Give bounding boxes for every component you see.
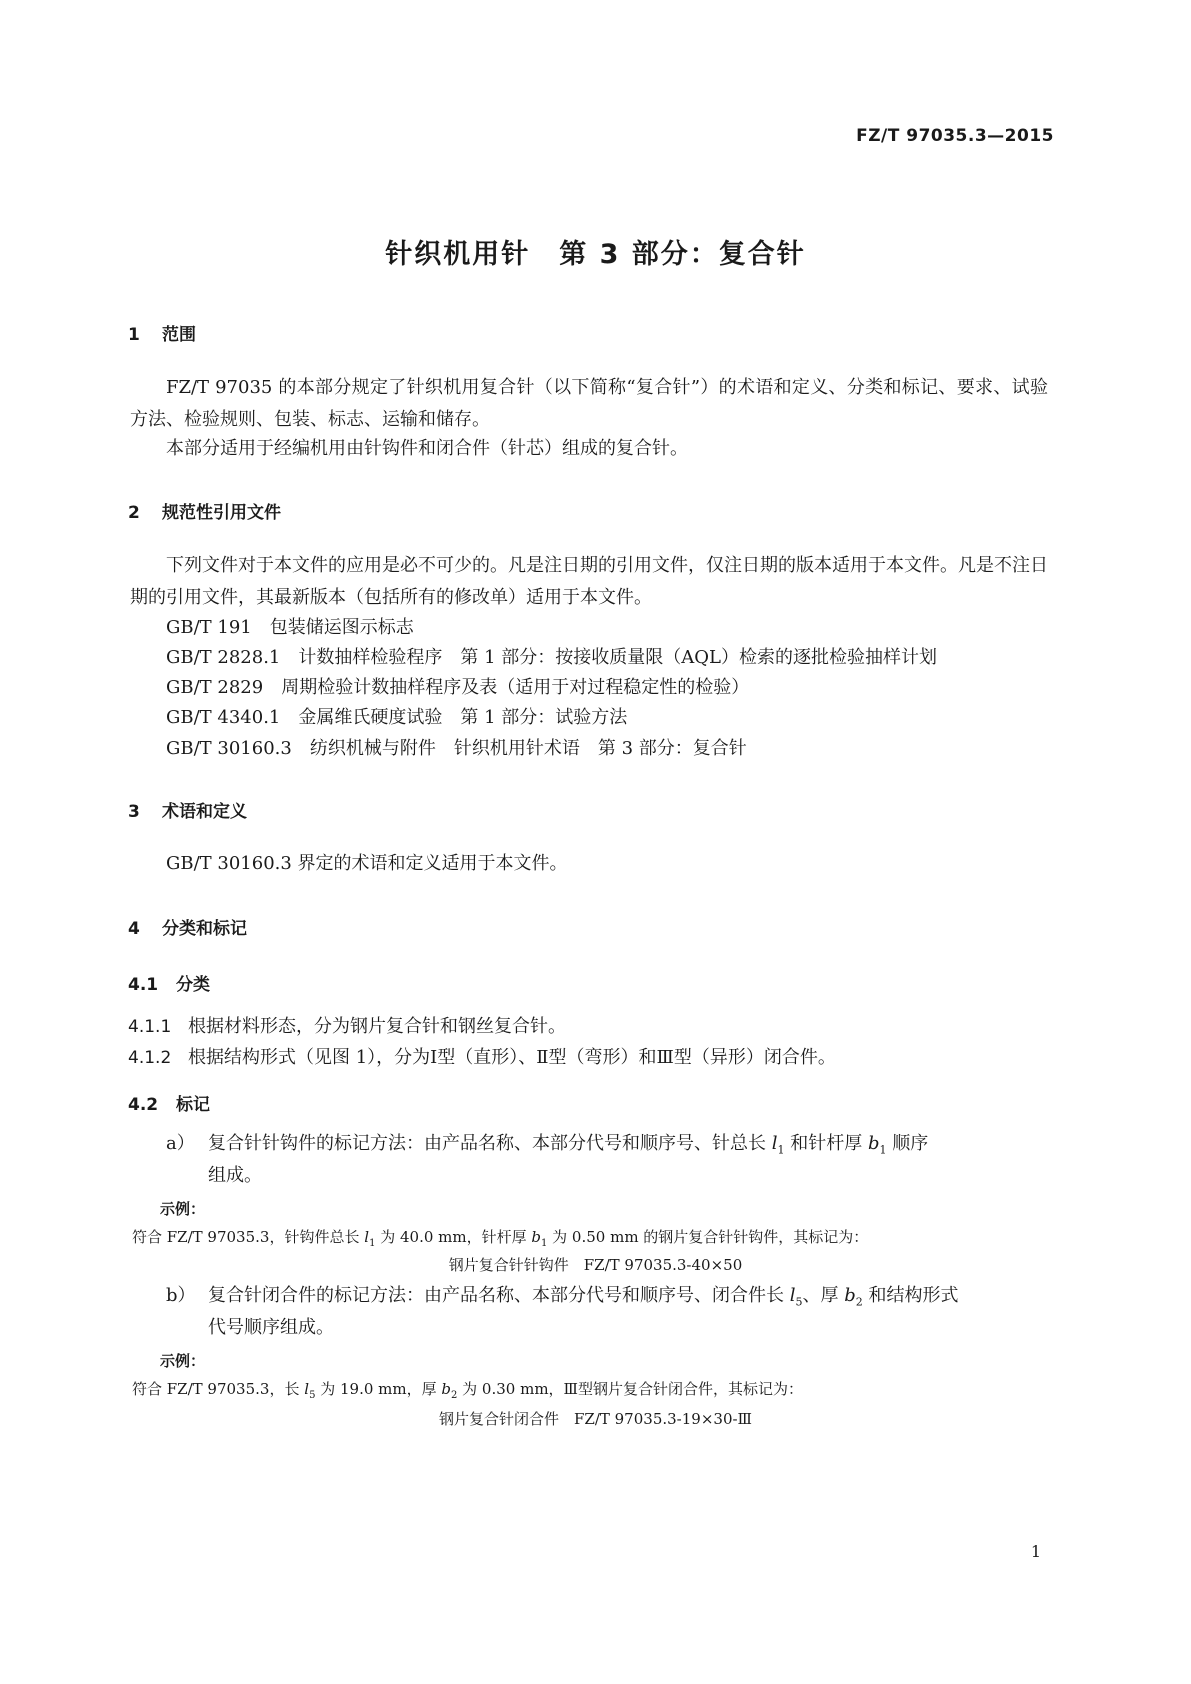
subscript: 5 bbox=[309, 1390, 316, 1401]
reference-code: GB/T 2828.1 bbox=[166, 647, 281, 668]
subsection-number: 4.2 bbox=[128, 1095, 159, 1115]
subsection-title: 标记 bbox=[176, 1095, 210, 1115]
subscript: 5 bbox=[795, 1295, 803, 1309]
clause-4-1-1 bbox=[128, 1011, 566, 1043]
subscript: 1 bbox=[541, 1238, 548, 1249]
clause-number: 4.1.1 bbox=[128, 1017, 172, 1037]
section-number: 1 bbox=[128, 325, 140, 345]
list-item-text: 、厚 bbox=[802, 1285, 839, 1306]
reference-item bbox=[166, 672, 749, 704]
clause-4-1-2 bbox=[128, 1042, 836, 1074]
reference-code: GB/T 30160.3 bbox=[166, 738, 292, 759]
standard-code: FZ/T 97035.3—2015 bbox=[856, 126, 1054, 146]
section-2-paragraph-1: 下列文件对于本文件的应用是必不可少的。凡是注日期的引用文件，仅注日期的版本适用于本文件。凡是不注日期的引用文件，其最新版本（包括所有的修改单）适用于本文件。 bbox=[130, 555, 1048, 608]
subscript: 2 bbox=[855, 1295, 863, 1309]
section-3-heading bbox=[128, 797, 247, 822]
section-title: 分类和标记 bbox=[162, 919, 247, 939]
list-item-text: 复合针针钩件的标记方法：由产品名称、本部分代号和顺序号、针总长 bbox=[208, 1133, 766, 1154]
subscript: 2 bbox=[451, 1390, 458, 1401]
list-item-label: a） bbox=[166, 1133, 195, 1154]
list-item-label: b） bbox=[166, 1285, 196, 1306]
example-mark: 钢片复合针针钩件 FZ/T 97035.3-40×50 bbox=[448, 1256, 743, 1274]
variable-l: l bbox=[304, 1380, 310, 1398]
example-text bbox=[132, 1378, 803, 1401]
list-item-a bbox=[166, 1128, 928, 1167]
section-number: 2 bbox=[128, 503, 140, 523]
list-item-a-continuation: 组成。 bbox=[208, 1165, 262, 1186]
section-number: 4 bbox=[128, 919, 140, 939]
reference-title: 金属维氏硬度试验 第 1 部分：试验方法 bbox=[298, 707, 628, 728]
clause-text: 根据结构形式（见图 1），分为Ⅰ型（直形）、Ⅱ型（弯形）和Ⅲ型（异形）闭合件。 bbox=[188, 1047, 836, 1068]
clause-number: 4.1.2 bbox=[128, 1048, 172, 1068]
subsection-4-2-heading bbox=[128, 1090, 210, 1115]
section-1-heading bbox=[128, 320, 196, 345]
section-1-paragraph-2: 本部分适用于经编机用由针钩件和闭合件（针芯）组成的复合针。 bbox=[166, 438, 688, 459]
section-1-paragraph-1: FZ/T 97035 的本部分规定了针织机用复合针（以下简称“复合针”）的术语和定义、分类和标记、要求、试验方法、检验规则、包装、标志、运输和储存。 bbox=[130, 377, 1048, 430]
reference-title: 包装储运图示标志 bbox=[269, 617, 414, 638]
list-item-text: 和针杆厚 bbox=[790, 1133, 863, 1154]
example-label: 示例： bbox=[160, 1352, 206, 1370]
subscript: 1 bbox=[777, 1143, 785, 1157]
variable-l: l bbox=[364, 1228, 370, 1246]
reference-code: GB/T 2829 bbox=[166, 677, 264, 698]
example-text bbox=[132, 1226, 868, 1249]
list-item-text: 复合针闭合件的标记方法：由产品名称、本部分代号和顺序号、闭合件长 bbox=[208, 1285, 784, 1306]
page-number: 1 bbox=[1030, 1542, 1041, 1561]
subsection-title: 分类 bbox=[176, 975, 210, 995]
clause-text: 根据材料形态，分为钢片复合针和钢丝复合针。 bbox=[188, 1016, 566, 1037]
section-number: 3 bbox=[128, 802, 140, 822]
variable-l: l bbox=[789, 1285, 796, 1306]
variable-l: l bbox=[771, 1133, 778, 1154]
example-text-part: 为 0.30 mm，Ⅲ型钢片复合针闭合件，其标记为： bbox=[462, 1380, 804, 1398]
example-mark: 钢片复合针闭合件 FZ/T 97035.3-19×30-Ⅲ bbox=[438, 1410, 753, 1428]
subscript: 1 bbox=[369, 1238, 376, 1249]
section-3-paragraph-1: GB/T 30160.3 界定的术语和定义适用于本文件。 bbox=[166, 853, 568, 874]
reference-title: 计数抽样检验程序 第 1 部分：按接收质量限（AQL）检索的逐批检验抽样计划 bbox=[298, 647, 937, 668]
reference-item bbox=[166, 612, 414, 644]
reference-item bbox=[166, 733, 747, 765]
example-text-part: 符合 FZ/T 97035.3，长 bbox=[132, 1380, 300, 1398]
reference-title: 纺织机械与附件 针织机用针术语 第 3 部分：复合针 bbox=[309, 738, 747, 759]
section-title: 术语和定义 bbox=[162, 802, 247, 822]
example-text-part: 为 19.0 mm，厚 bbox=[320, 1380, 437, 1398]
reference-code: GB/T 191 bbox=[166, 617, 252, 638]
list-item-b-continuation: 代号顺序组成。 bbox=[208, 1317, 334, 1338]
section-title: 规范性引用文件 bbox=[162, 503, 281, 523]
section-4-heading bbox=[128, 914, 247, 939]
reference-title: 周期检验计数抽样程序及表（适用于对过程稳定性的检验） bbox=[281, 677, 750, 698]
reference-item bbox=[166, 702, 627, 734]
variable-b: b bbox=[844, 1285, 856, 1306]
subsection-4-1-heading bbox=[128, 970, 210, 995]
variable-b: b bbox=[531, 1228, 541, 1246]
example-label: 示例： bbox=[160, 1200, 206, 1218]
example-text-part: 为 40.0 mm，针杆厚 bbox=[380, 1228, 527, 1246]
list-item-text: 和结构形式 bbox=[868, 1285, 959, 1306]
example-text-part: 为 0.50 mm 的钢片复合针针钩件，其标记为： bbox=[552, 1228, 869, 1246]
document-title: 针织机用针 第 3 部分：复合针 bbox=[385, 239, 806, 270]
reference-code: GB/T 4340.1 bbox=[166, 707, 281, 728]
reference-item bbox=[166, 642, 937, 674]
variable-b: b bbox=[867, 1133, 880, 1154]
subsection-number: 4.1 bbox=[128, 975, 159, 995]
subscript: 1 bbox=[879, 1143, 887, 1157]
example-text-part: 符合 FZ/T 97035.3，针钩件总长 bbox=[132, 1228, 360, 1246]
list-item-text: 顺序 bbox=[892, 1133, 929, 1154]
section-2-heading bbox=[128, 498, 281, 523]
variable-b: b bbox=[441, 1380, 451, 1398]
section-title: 范围 bbox=[162, 325, 196, 345]
